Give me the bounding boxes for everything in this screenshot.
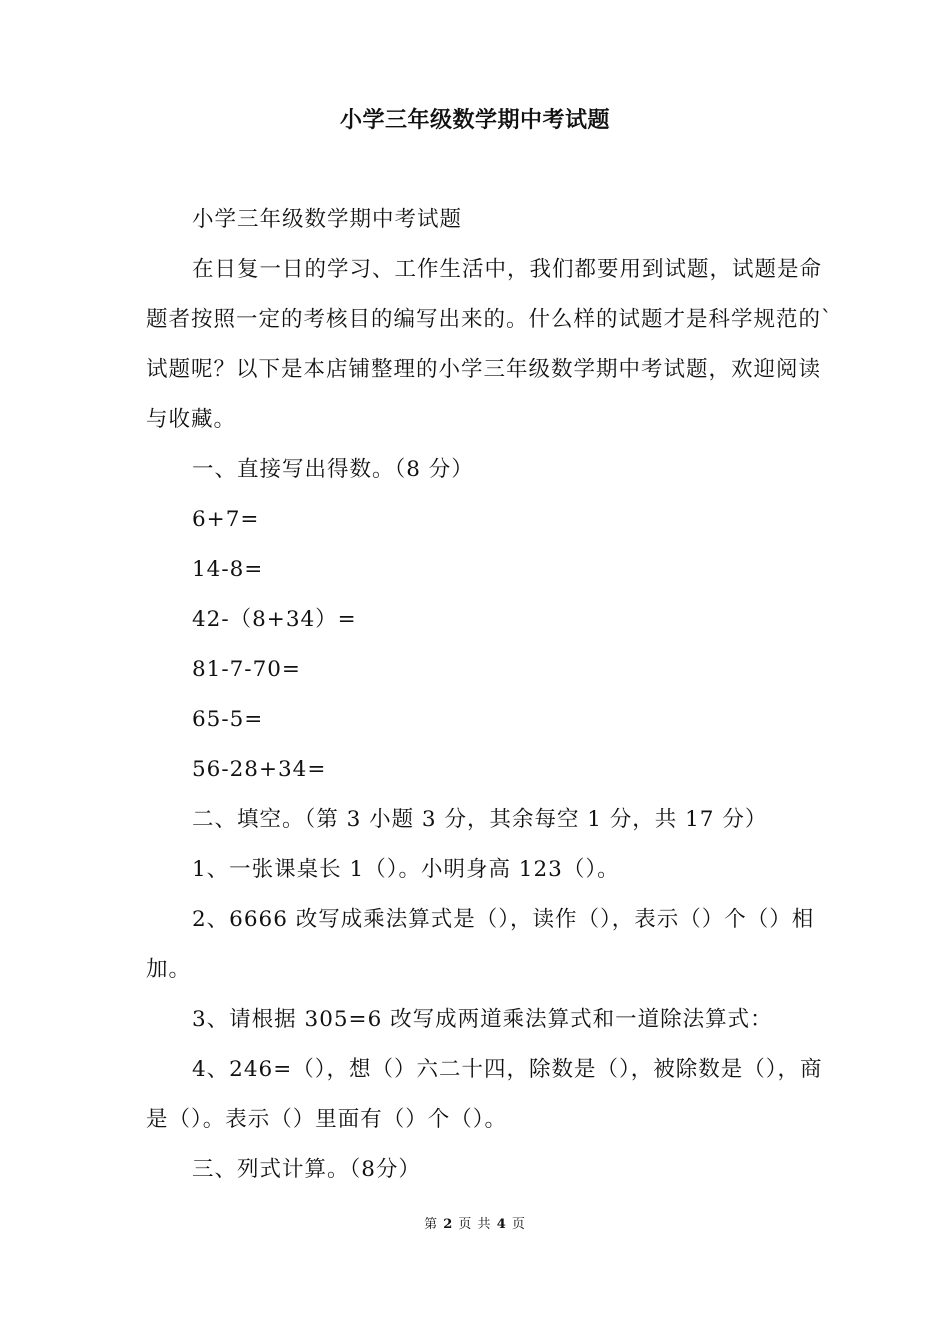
paragraph-intro: 在日复一日的学习、工作生活中，我们都要用到试题，试题是命题者按照一定的考核目的编写出来的。什么样的试题才是科学规范的`试题呢？以下是本店铺整理的小学三年级数学期中考试题，欢迎阅读与收藏。: [146, 257, 833, 432]
question-line: 6+7=: [192, 507, 260, 532]
question-line: 42-（8+34）=: [192, 607, 357, 632]
page-footer: [0, 1215, 950, 1235]
question-line: 56-28+34=: [192, 757, 327, 782]
page-title: 小学三年级数学期中考试题: [339, 107, 610, 133]
footer-total-pages: 4: [496, 1217, 507, 1232]
footer-suffix: 页: [511, 1217, 526, 1232]
question-line: 3、请根据 305=6 改写成两道乘法算式和一道除法算式：: [192, 1007, 773, 1032]
question-line: 14-8=: [192, 557, 264, 582]
section-heading-3: 三、列式计算。（8分）: [192, 1157, 421, 1182]
paragraph-subtitle: 小学三年级数学期中考试题: [192, 207, 463, 232]
question-line: 4、246=（），想（）六二十四，除数是（），被除数是（），商是（）。表示（）里面有（）个（）。: [146, 1057, 823, 1132]
section-heading-1: 一、直接写出得数。（8 分）: [192, 457, 474, 482]
document-body: [146, 195, 836, 1195]
question-line: 65-5=: [192, 707, 264, 732]
footer-middle: 页 共: [458, 1217, 492, 1232]
footer-current-page: 2: [443, 1217, 454, 1232]
question-line: 2、6666 改写成乘法算式是（），读作（），表示（）个（）相加。: [146, 907, 815, 982]
footer-prefix: 第: [424, 1217, 439, 1232]
question-line: 81-7-70=: [192, 657, 301, 682]
question-line: 1、一张课桌长 1（）。小明身高 123（）。: [192, 857, 620, 882]
section-heading-2: 二、填空。（第 3 小题 3 分，其余每空 1 分，共 17 分）: [192, 807, 768, 832]
